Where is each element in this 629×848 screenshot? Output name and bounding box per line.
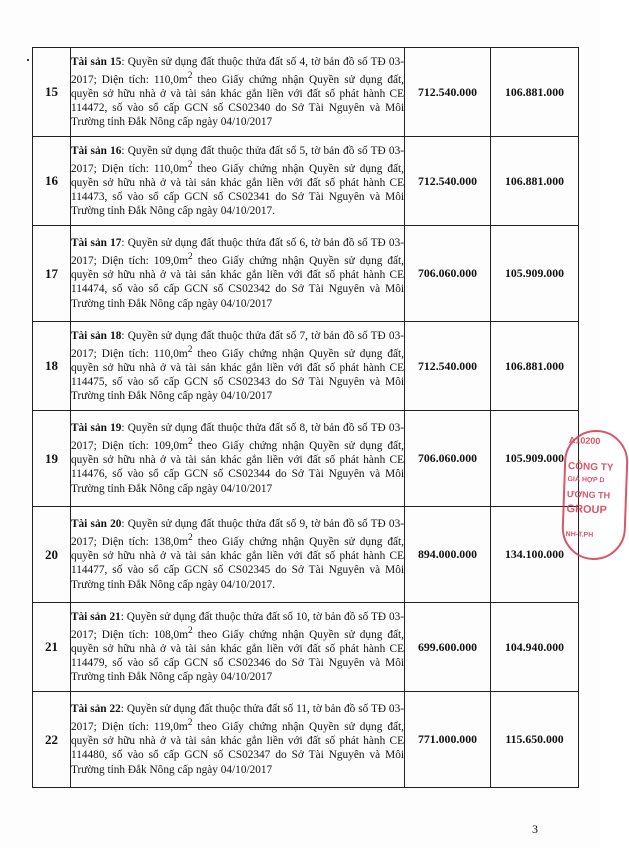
page-number: 3	[532, 822, 538, 836]
asset-value: 712.540.000	[405, 48, 491, 137]
asset-value: 771.000.000	[405, 692, 491, 788]
asset-description	[71, 507, 405, 603]
area-unit-exponent: 2	[187, 159, 193, 170]
row-number: 17	[33, 226, 71, 322]
asset-value: 699.600.000	[405, 603, 491, 692]
table-row	[33, 137, 579, 226]
area-unit-exponent: 2	[187, 344, 193, 355]
description-text: theo Giấy chứng nhận Quyền sử dụng đất, quyền sở hữu nhà ở và tài sản khác gắn liền với đất số phát hành CE 114472, số vào sổ cấp GCN số CS02340 do Sở Tài Nguyên và Môi Trường tỉnh Đắk Nông cấp ngày 04/10/2017	[71, 73, 405, 129]
asset-value: 706.060.000	[405, 411, 491, 507]
row-number: 20	[33, 507, 71, 603]
asset-description	[71, 226, 405, 322]
asset-table	[32, 47, 579, 788]
stamp-text: A10200	[568, 435, 601, 447]
stamp-text: CÔNG TY	[567, 461, 614, 474]
asset-amount: 106.881.000	[491, 48, 579, 137]
area-unit-exponent: 2	[187, 252, 193, 263]
asset-description	[71, 137, 405, 226]
table-row	[33, 603, 579, 692]
asset-amount: 134.100.000	[491, 507, 579, 603]
description-text: : Quyền sử dụng đất thuộc thửa đất số 8, tờ bản đồ số TĐ 03-2017; Diện tích: 109,0m	[71, 422, 404, 453]
description-text: theo Giấy chứng nhận Quyền sử dụng đất, quyền sở hữu nhà ở và tài sản khác gắn liền với đất số phát hành CE 114474, số vào sổ cấp GCN số CS02342 do Sở Tài Nguyên và Môi Trường tỉnh Đắk Nông cấp ngày 04/10/2017	[71, 255, 404, 310]
row-number: 18	[33, 322, 71, 411]
table-row	[33, 692, 579, 788]
description-text: : Quyền sử dụng đất thuộc thửa đất số 5, tờ bản đồ số TĐ 03-2017; Diện tích: 110,0m	[71, 144, 404, 175]
asset-amount: 105.909.000	[491, 226, 579, 322]
table-row	[33, 48, 579, 137]
company-stamp	[561, 429, 629, 561]
row-number: 19	[33, 411, 71, 507]
scan-mark	[27, 59, 29, 61]
description-text: theo Giấy chứng nhận Quyền sử dụng đất, quyền sở hữu nhà ở và tài sản khác gắn liền với đất số phát hành CE 114475, số vào sổ cấp GCN số CS02343 do Sở Tài Nguyên và Môi Trường tỉnh Đắk Nông cấp ngày 04/10/2017	[71, 347, 405, 403]
asset-description	[71, 603, 405, 692]
area-unit-exponent: 2	[187, 625, 193, 636]
asset-amount: 106.881.000	[491, 322, 579, 411]
asset-value: 712.540.000	[405, 137, 491, 226]
row-number: 15	[33, 48, 71, 137]
asset-label: Tài sản 15	[71, 55, 122, 68]
area-unit-exponent: 2	[187, 533, 193, 544]
table-row	[33, 507, 579, 603]
asset-description	[71, 322, 405, 411]
asset-label: Tài sản 21	[71, 610, 121, 623]
asset-description	[71, 411, 405, 507]
asset-label: Tài sản 19	[71, 422, 122, 435]
asset-amount: 106.881.000	[491, 137, 579, 226]
asset-description	[71, 692, 405, 788]
area-unit-exponent: 2	[187, 70, 193, 81]
asset-value: 706.060.000	[405, 226, 491, 322]
asset-amount: 115.650.000	[491, 692, 579, 788]
area-unit-exponent: 2	[187, 437, 193, 448]
stamp-text: NH-T.PH	[565, 531, 594, 539]
asset-label: Tài sản 16	[71, 144, 122, 157]
description-text: theo Giấy chứng nhận Quyền sử dụng đất, quyền sở hữu nhà ở và tài sản khác gắn liền với đất số phát hành CE 114477, số vào sổ cấp GCN số CS02345 do Sở Tài Nguyên và Môi Trường tỉnh Đắk Nông cấp ngày 04/10/2017.	[71, 536, 404, 591]
description-text: theo Giấy chứng nhận Quyền sử dụng đất, quyền sở hữu nhà ở và tài sản khác gắn liền với đất số phát hành CE 114476, số vào sổ cấp GCN số CS02344 do Sở Tài Nguyên và Môi Trường tỉnh Đắk Nông cấp ngày 04/10/2017	[71, 440, 404, 495]
description-text: : Quyền sử dụng đất thuộc thửa đất số 4, tờ bản đồ số TĐ 03-2017; Diện tích: 110,0m	[71, 55, 404, 86]
asset-description	[71, 48, 405, 137]
description-text: theo Giấy chứng nhận Quyền sử dụng đất, quyền sở hữu nhà ở và tài sản khác gắn liền với đất số phát hành CE 114473, số vào sổ cấp GCN số CS02341 do Sở Tài Nguyên và Môi Trường tỉnh Đắk Nông cấp ngày 04/10/2017.	[71, 162, 405, 218]
asset-label: Tài sản 22	[71, 703, 121, 716]
row-number: 21	[33, 603, 71, 692]
description-text: : Quyền sử dụng đất thuộc thửa đất số 10, tờ bản đồ số TĐ 03-2017; Diện tích: 108,0m	[71, 610, 404, 641]
asset-amount: 104.940.000	[491, 603, 579, 692]
description-text: : Quyền sử dụng đất thuộc thửa đất số 11, tờ bản đồ số TĐ 03-2017; Diện tích: 119,0m	[71, 703, 404, 734]
table-row	[33, 411, 579, 507]
area-unit-exponent: 2	[187, 718, 193, 729]
description-text: : Quyền sử dụng đất thuộc thửa đất số 6, tờ bản đồ số TĐ 03-2017; Diện tích: 109,0m	[71, 237, 404, 268]
table-row	[33, 322, 579, 411]
asset-label: Tài sản 18	[71, 329, 122, 342]
stamp-text: GROUP	[566, 503, 608, 517]
row-number: 22	[33, 692, 71, 788]
description-text: theo Giấy chứng nhận Quyền sử dụng đất, quyền sở hữu nhà ở và tài sản khác gắn liền với đất số phát hành CE 114479, số vào sổ cấp GCN số CS02346 do Sở Tài Nguyên và Môi Trường tỉnh Đắk Nông cấp ngày 04/10/2017	[71, 628, 404, 684]
description-text: : Quyền sử dụng đất thuộc thửa đất số 9, tờ bản đồ số TĐ 03-2017; Diện tích: 138,0m	[71, 518, 404, 549]
stamp-text: GIÁ HỢP D	[567, 476, 605, 485]
asset-value: 894.000.000	[405, 507, 491, 603]
description-text: : Quyền sử dụng đất thuộc thửa đất số 7, tờ bản đồ số TĐ 03-2017; Diện tích: 110,0m	[71, 329, 404, 360]
asset-label: Tài sản 20	[71, 518, 122, 531]
asset-amount: 105.909.000	[491, 411, 579, 507]
asset-value: 712.540.000	[405, 322, 491, 411]
table-row	[33, 226, 579, 322]
row-number: 16	[33, 137, 71, 226]
asset-label: Tài sản 17	[71, 237, 122, 250]
description-text: theo Giấy chứng nhận Quyền sử dụng đất, quyền sở hữu nhà ở và tài sản khác gắn liền với đất số phát hành CE 114480, số vào sổ cấp GCN số CS02347 do Sở Tài Nguyên và Môi Trường tỉnh Đắk Nông cấp ngày 04/10/2017	[71, 721, 405, 776]
stamp-text: ƯƠNG TH	[566, 489, 611, 501]
